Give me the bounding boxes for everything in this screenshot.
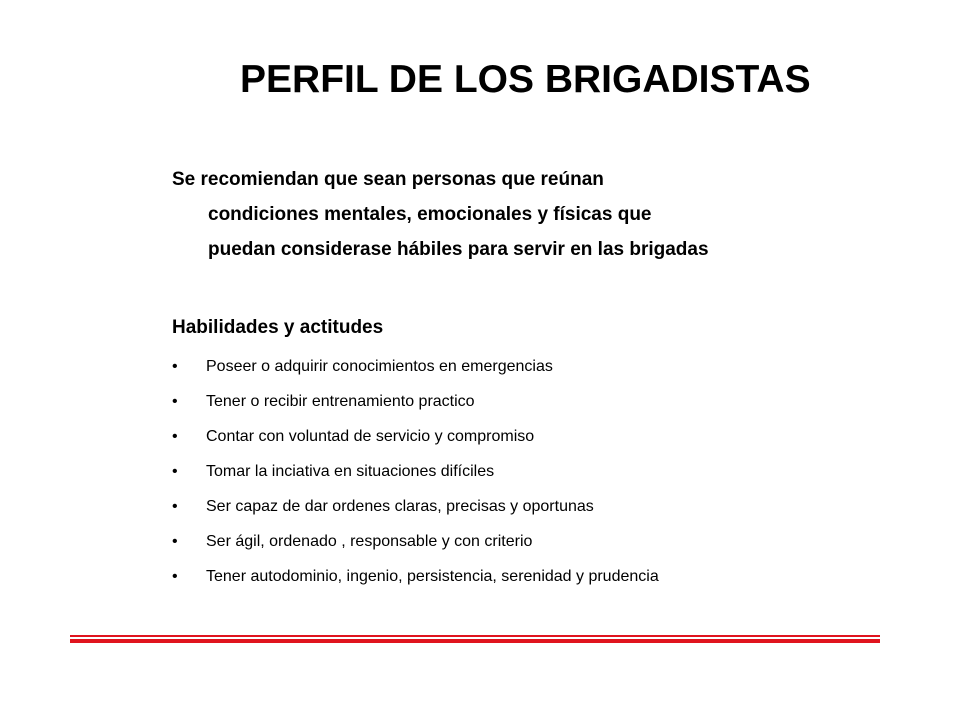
bullet-list bbox=[172, 352, 892, 597]
bullet-icon: • bbox=[172, 568, 178, 585]
intro-line-1: Se recomiendan que sean personas que reúnan bbox=[172, 169, 604, 190]
intro-paragraph bbox=[172, 162, 872, 267]
bullet-icon: • bbox=[172, 393, 178, 410]
footer-divider-thin bbox=[70, 635, 880, 637]
bullet-item bbox=[172, 492, 892, 527]
bullet-icon: • bbox=[172, 428, 178, 445]
bullet-item bbox=[172, 352, 892, 387]
bullet-text: Ser ágil, ordenado , responsable y con criterio bbox=[206, 533, 533, 550]
intro-line-2: condiciones mentales, emocionales y físicas que bbox=[208, 204, 652, 225]
bullet-icon: • bbox=[172, 463, 178, 480]
slide-title: PERFIL DE LOS BRIGADISTAS bbox=[240, 58, 811, 101]
footer-divider-thick bbox=[70, 639, 880, 643]
bullet-icon: • bbox=[172, 533, 178, 550]
intro-line-3: puedan considerase hábiles para servir en las brigadas bbox=[208, 239, 709, 260]
bullet-item bbox=[172, 562, 892, 597]
bullet-icon: • bbox=[172, 358, 178, 375]
bullet-text: Tomar la inciativa en situaciones difíciles bbox=[206, 463, 495, 480]
bullet-text: Ser capaz de dar ordenes claras, precisas y oportunas bbox=[206, 498, 594, 515]
section-heading: Habilidades y actitudes bbox=[172, 317, 384, 338]
bullet-item bbox=[172, 387, 892, 422]
bullet-item bbox=[172, 422, 892, 457]
bullet-text: Contar con voluntad de servicio y compromiso bbox=[206, 428, 535, 445]
bullet-text: Poseer o adquirir conocimientos en emergencias bbox=[206, 358, 553, 375]
bullet-text: Tener o recibir entrenamiento practico bbox=[206, 393, 475, 410]
bullet-text: Tener autodominio, ingenio, persistencia, serenidad y prudencia bbox=[206, 568, 659, 585]
bullet-item bbox=[172, 457, 892, 492]
bullet-icon: • bbox=[172, 498, 178, 515]
bullet-item bbox=[172, 527, 892, 562]
